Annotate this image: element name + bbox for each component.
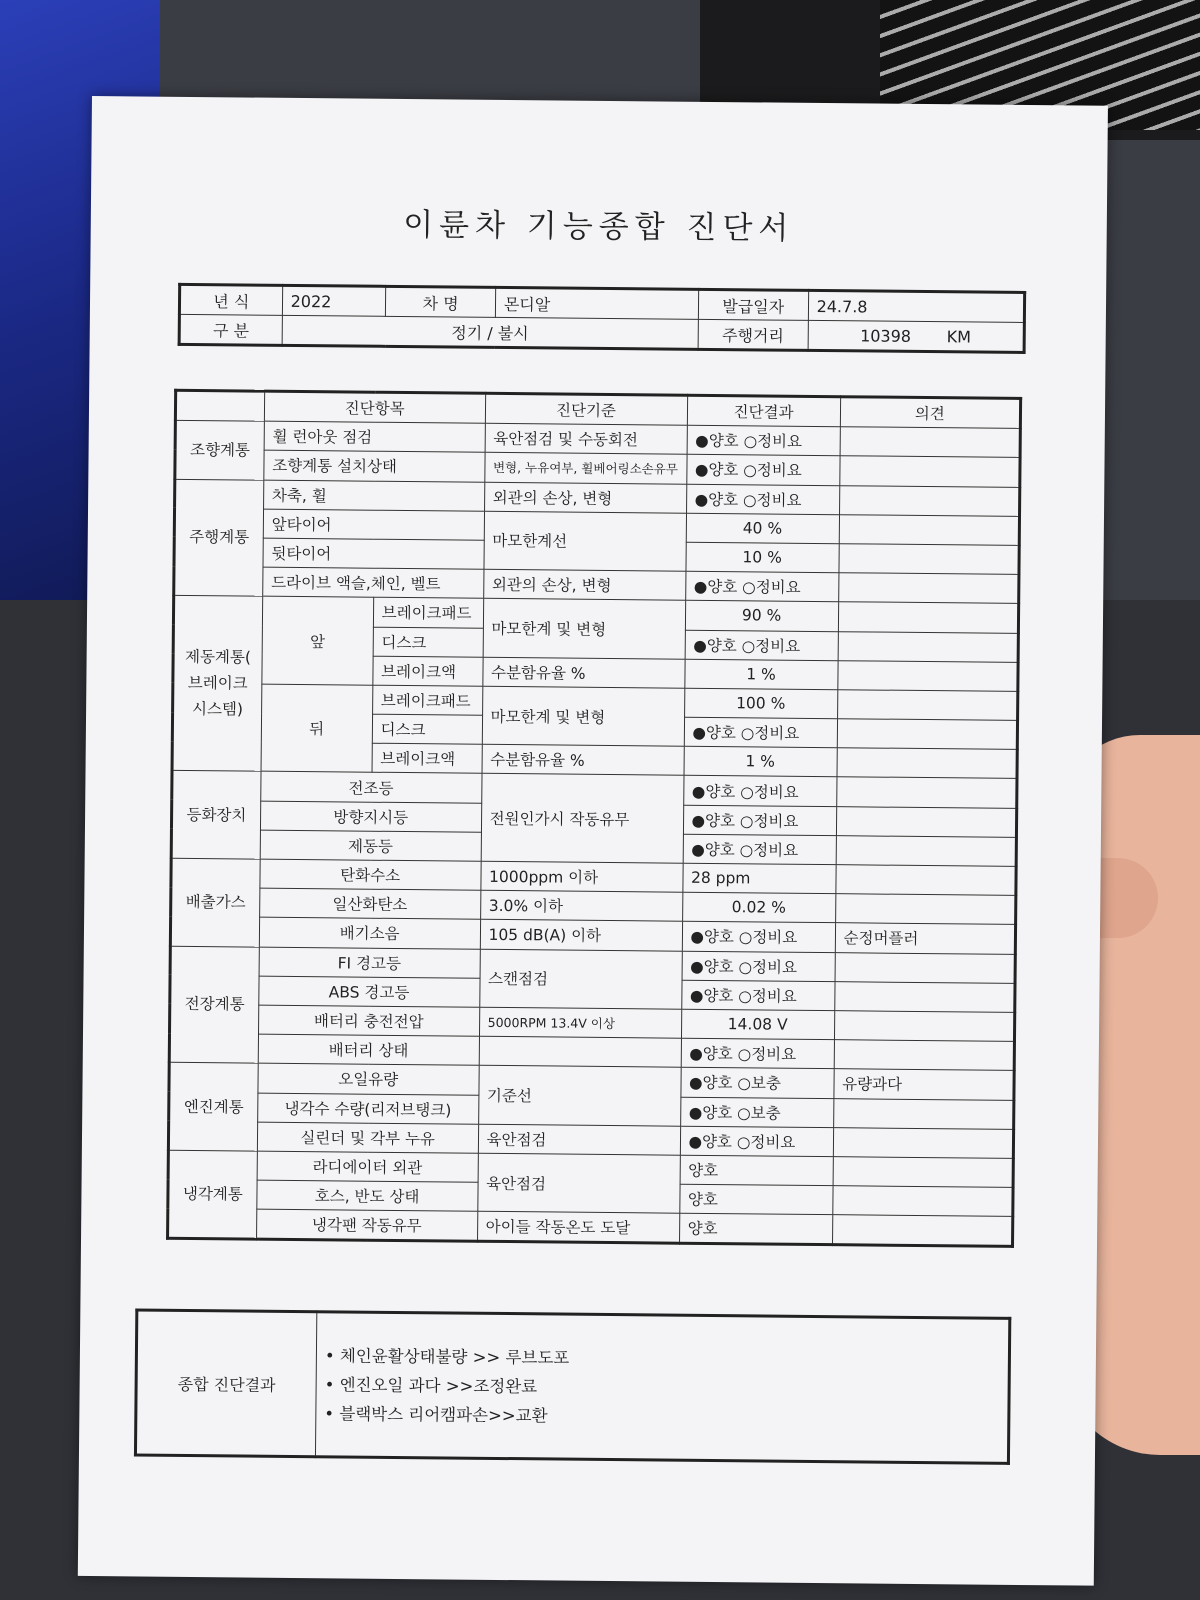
diagnosis-document (78, 96, 1108, 1586)
criteria-cell: 1000ppm 이하 (480, 861, 682, 892)
criteria-cell: 스캔점검 (479, 949, 682, 1009)
item-label: 휠 런아웃 점검 (264, 421, 485, 452)
category-label: 주행계통 (174, 479, 264, 597)
criteria-cell: 외관의 손상, 변형 (484, 482, 686, 513)
result-cell: 40 % (686, 513, 839, 544)
type-value: 정기 / 불시 (282, 315, 698, 349)
header-item: 진단항목 (264, 391, 485, 423)
opinion-cell (839, 514, 1020, 545)
item-label: 드라이브 액슬,체인, 벨트 (262, 567, 483, 598)
item-label: 실린더 및 각부 누유 (257, 1122, 478, 1153)
category-label: 제동계통( 브레이크 시스템) (172, 596, 262, 772)
item-label: 냉각수 수량(리저브탱크) (257, 1093, 478, 1124)
criteria-cell: 기준선 (478, 1066, 681, 1126)
criteria-cell: 육안점검 (478, 1124, 680, 1155)
item-label: 앞타이어 (263, 509, 484, 540)
name-label: 차 명 (386, 286, 496, 317)
item-label: ABS 경고등 (259, 976, 480, 1007)
result-cell: 28 ppm (682, 863, 835, 894)
item-label: 뒷타이어 (263, 538, 484, 569)
opinion-cell (837, 660, 1018, 691)
item-label: 방향지시등 (260, 801, 481, 832)
result-cell: 10 % (685, 542, 838, 573)
result-cell: ●양호 ○정비요 (680, 1126, 833, 1157)
opinion-cell (837, 748, 1018, 779)
result-cell: ●양호 ○정비요 (687, 425, 840, 456)
result-cell: ●양호 ○정비요 (686, 455, 839, 486)
header-blank (175, 390, 264, 421)
opinion-cell (834, 1040, 1015, 1071)
name-value: 몬디알 (495, 287, 698, 319)
header-opinion: 의견 (840, 397, 1021, 429)
item-label: 브레이크액 (372, 656, 482, 686)
item-label: 일산화탄소 (259, 888, 480, 919)
header-result: 진단결과 (687, 395, 840, 427)
item-label: 라디에이터 외관 (257, 1151, 478, 1182)
summary-table (134, 1308, 1011, 1464)
summary-item: • 체인윤활상태불량 >> 루브도포 (325, 1341, 1000, 1376)
opinion-cell (834, 1011, 1015, 1042)
category-label: 조향계통 (175, 421, 264, 480)
opinion-cell: 유량과다 (834, 1069, 1015, 1100)
result-cell: 90 % (685, 601, 838, 632)
result-cell: 14.08 V (681, 1009, 834, 1040)
result-cell: ●양호 ○정비요 (683, 834, 836, 865)
opinion-cell (833, 1098, 1014, 1129)
criteria-cell: 아이들 작동온도 도달 (477, 1212, 679, 1244)
category-label: 등화장치 (171, 771, 261, 859)
result-cell: 0.02 % (682, 892, 835, 923)
mileage-label: 주행거리 (698, 319, 808, 350)
opinion-cell (839, 544, 1020, 575)
criteria-cell: 변형, 누유여부, 휠베어링소손유무 (484, 453, 686, 484)
opinion-cell: 순정머플러 (835, 923, 1016, 954)
opinion-cell (838, 631, 1019, 662)
result-cell: ●양호 ○정비요 (683, 776, 836, 807)
opinion-cell (836, 835, 1017, 866)
result-cell: ●양호 ○정비요 (681, 1038, 834, 1069)
year-value: 2022 (282, 285, 386, 316)
criteria-cell: 마모한계선 (484, 511, 687, 571)
item-label: 호스, 반도 상태 (257, 1180, 478, 1211)
result-cell: ●양호 ○정비요 (686, 484, 839, 515)
summary-list (324, 1341, 1000, 1434)
result-cell: ●양호 ○정비요 (682, 922, 835, 953)
item-label: 탄화수소 (260, 859, 481, 890)
result-cell: 양호 (679, 1213, 832, 1245)
item-label: 배터리 상태 (258, 1034, 479, 1065)
opinion-cell (838, 573, 1019, 604)
criteria-cell: 외관의 손상, 변형 (483, 569, 685, 600)
opinion-cell (837, 719, 1018, 750)
criteria-cell: 105 dB(A) 이하 (480, 920, 682, 951)
category-label: 엔진계통 (168, 1063, 258, 1151)
issue-date-value: 24.7.8 (808, 290, 1025, 322)
position-label: 뒤 (261, 684, 373, 773)
category-label: 전장계통 (169, 946, 259, 1064)
mileage-number: 10398 (860, 325, 912, 346)
item-label: 디스크 (372, 714, 482, 744)
issue-date-label: 발급일자 (698, 289, 808, 320)
category-label: 배출가스 (170, 858, 260, 946)
criteria-cell: 육안점검 및 수동회전 (485, 423, 687, 454)
item-label: 브레이크패드 (372, 685, 482, 715)
criteria-cell: 5000RPM 13.4V 이상 (479, 1007, 681, 1038)
vehicle-info-table (178, 283, 1027, 354)
type-label: 구 분 (179, 314, 282, 345)
criteria-cell: 육안점검 (477, 1153, 680, 1213)
item-label: 전조등 (261, 772, 482, 803)
result-cell: 1 % (684, 746, 837, 777)
item-label: 오일유량 (258, 1063, 479, 1094)
summary-content (315, 1312, 1009, 1464)
opinion-cell (836, 777, 1017, 808)
item-label: 차축, 휠 (263, 480, 484, 511)
summary-label: 종합 진단결과 (135, 1310, 316, 1457)
diagnosis-table (166, 389, 1022, 1249)
category-label: 냉각계통 (168, 1150, 258, 1239)
opinion-cell (832, 1215, 1013, 1247)
opinion-cell (836, 806, 1017, 837)
result-cell: 양호 (680, 1155, 833, 1186)
item-label: 배터리 충전전압 (258, 1005, 479, 1036)
opinion-cell (835, 865, 1016, 896)
summary-item: • 엔진오일 과다 >>조정완료 (325, 1370, 1000, 1405)
criteria-cell: 수분함유율 % (482, 657, 684, 688)
opinion-cell (838, 602, 1019, 633)
item-label: 브레이크액 (372, 743, 482, 773)
result-cell: 양호 (679, 1184, 832, 1215)
opinion-cell (840, 427, 1021, 458)
mileage-unit: KM (946, 326, 972, 346)
opinion-cell (839, 485, 1020, 516)
criteria-cell (479, 1036, 681, 1067)
item-label: 디스크 (373, 627, 483, 657)
opinion-cell (833, 1157, 1014, 1188)
mileage-value (808, 320, 1025, 352)
year-label: 년 식 (179, 284, 282, 315)
item-label: 브레이크패드 (373, 598, 483, 628)
header-criteria: 진단기준 (485, 393, 687, 425)
opinion-cell (835, 894, 1016, 925)
item-label: 조향계통 설치상태 (264, 451, 485, 482)
document-title: 이륜차 기능종합 진단서 (403, 206, 795, 247)
summary-item: • 블랙박스 리어캠파손>>교환 (324, 1399, 999, 1434)
opinion-cell (832, 1186, 1013, 1217)
opinion-cell (833, 1127, 1014, 1158)
result-cell: ●양호 ○정비요 (684, 717, 837, 748)
result-cell: ●양호 ○정비요 (685, 571, 838, 602)
result-cell: ●양호 ○보충 (680, 1097, 833, 1128)
result-cell: ●양호 ○정비요 (682, 951, 835, 982)
result-cell: 1 % (684, 659, 837, 690)
item-label: 제동등 (260, 830, 481, 861)
item-label: 냉각팬 작동유무 (256, 1209, 477, 1241)
item-label: 배기소음 (259, 918, 480, 949)
criteria-cell: 수분함유율 % (482, 745, 684, 776)
item-label: FI 경고등 (259, 947, 480, 978)
criteria-cell: 3.0% 이하 (480, 890, 682, 921)
opinion-cell (834, 981, 1015, 1012)
opinion-cell (839, 456, 1020, 487)
position-label: 앞 (262, 596, 374, 685)
criteria-cell: 마모한계 및 변형 (483, 599, 686, 659)
criteria-cell: 전원인가시 작동유무 (481, 774, 684, 863)
criteria-cell: 마모한계 및 변형 (482, 686, 685, 746)
result-cell: ●양호 ○보충 (680, 1068, 833, 1099)
result-cell: 100 % (684, 688, 837, 719)
result-cell: ●양호 ○정비요 (685, 630, 838, 661)
result-cell: ●양호 ○정비요 (683, 805, 836, 836)
opinion-cell (837, 690, 1018, 721)
result-cell: ●양호 ○정비요 (681, 980, 834, 1011)
opinion-cell (835, 952, 1016, 983)
